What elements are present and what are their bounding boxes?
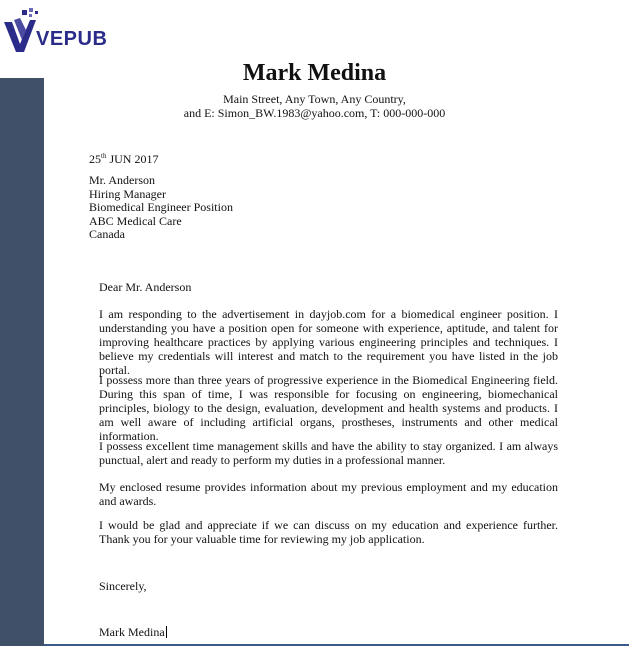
recipient-title: Hiring Manager xyxy=(89,187,166,201)
recipient-name: Mr. Anderson xyxy=(89,173,155,187)
paragraph-4: My enclosed resume provides information about my previous employment and my education and awards. xyxy=(99,480,558,508)
address-line-2: and E: Simon_BW.1983@yahoo.com, T: 000-000-000 xyxy=(183,106,446,120)
left-sidebar-bar xyxy=(0,78,44,646)
applicant-name-heading: Mark Medina xyxy=(242,60,387,86)
recipient-company: ABC Medical Care xyxy=(89,214,182,228)
letter-date xyxy=(89,152,158,167)
logo-text: VEPUB xyxy=(36,28,108,50)
address-line-1: Main Street, Any Town, Any Country, xyxy=(223,92,406,106)
recipient-country: Canada xyxy=(89,227,125,241)
paragraph-2: I possess more than three years of progressive experience in the Biomedical Engineering field. During this span of time, I was responsible for focusing on engineering, biomechanical principles, biology to the design, evaluation, development and health systems and products. I am well aware of including artificial organs, prostheses, instruments and other medical information. xyxy=(99,373,558,443)
date-day: 25 xyxy=(89,152,101,166)
date-month-year: JUN 2017 xyxy=(106,152,159,166)
signature-line[interactable] xyxy=(99,625,167,640)
date-suffix: th xyxy=(101,152,107,160)
salutation: Dear Mr. Anderson xyxy=(99,280,192,294)
closing: Sincerely, xyxy=(99,579,147,593)
paragraph-3: I possess excellent time management skills and have the ability to stay organized. I am always punctual, alert and ready to perform my duties in a professional manner. xyxy=(99,439,558,467)
vepub-logo xyxy=(0,4,120,64)
signature-name: Mark Medina xyxy=(99,625,165,639)
paragraph-5: I would be glad and appreciate if we can discuss on my education and experience further. Thank you for your valuable time for reviewing my job application. xyxy=(99,518,558,546)
recipient-position: Biomedical Engineer Position xyxy=(89,200,233,214)
paragraph-1: I am responding to the advertisement in dayjob.com for a biomedical engineer position. I understanding you have a position open for someone with experience, aptitude, and talent for improving healthcare practices by applying various engineering principles and techniques. I believe my credentials will interest and match to the requirement you have listed in the job portal. xyxy=(99,307,558,377)
text-cursor xyxy=(166,626,167,638)
